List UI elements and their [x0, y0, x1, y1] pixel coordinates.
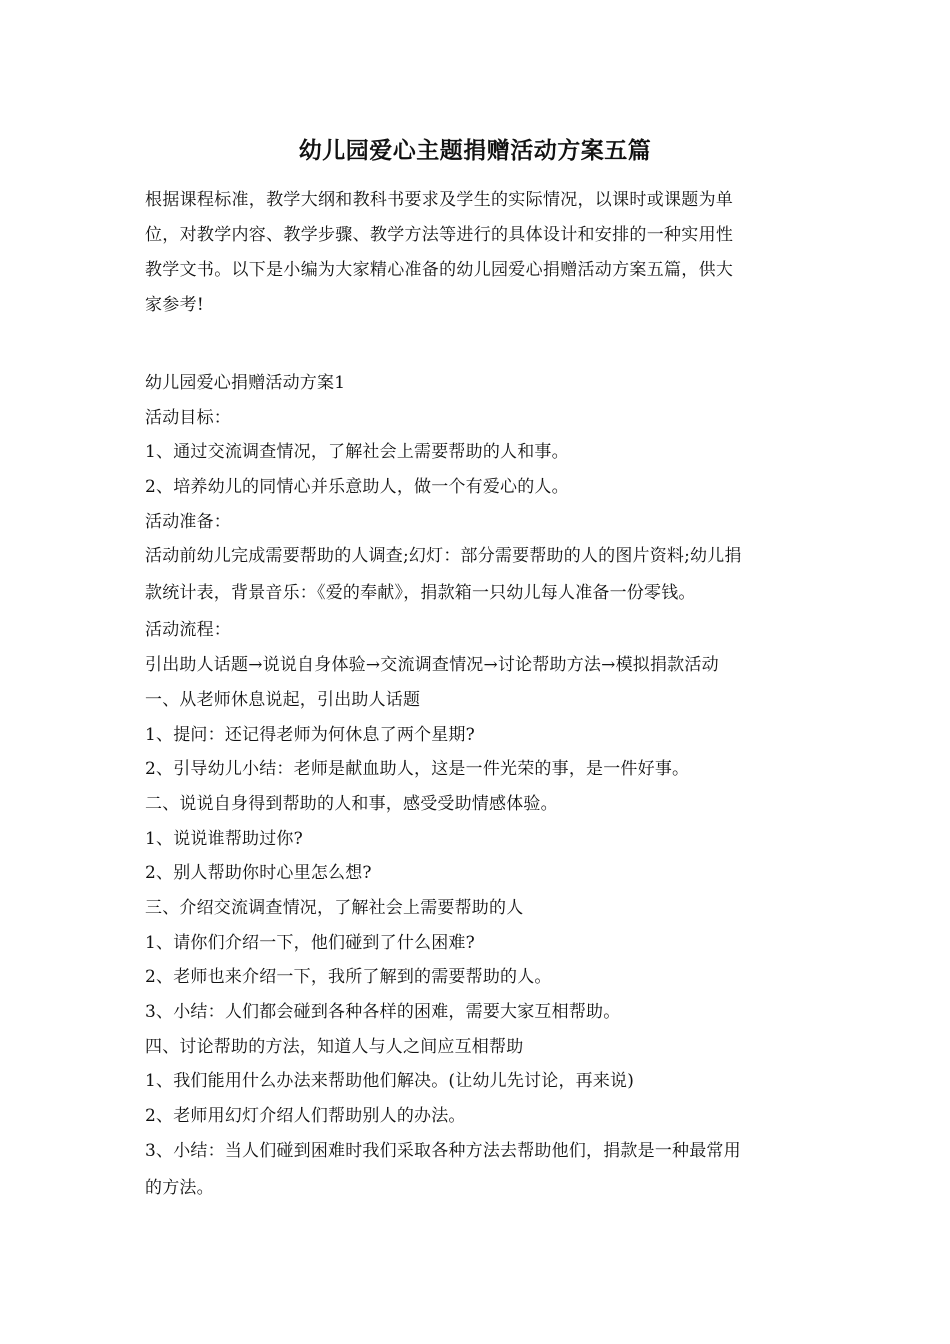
section-heading: 幼儿园爱心捐赠活动方案1 — [145, 373, 346, 393]
body-line: 1、说说谁帮助过你? — [145, 828, 303, 849]
body-line: 2、引导幼儿小结：老师是献血助人，这是一件光荣的事，是一件好事。 — [145, 759, 690, 780]
subheading-process: 活动流程： — [145, 620, 231, 641]
body-line: 引出助人话题→说说自身体验→交流调查情况→讨论帮助方法→模拟捐款活动 — [145, 655, 719, 676]
intro-line: 根据课程标准，教学大纲和教科书要求及学生的实际情况，以课时或课题为单 — [145, 190, 734, 210]
body-line: 一、从老师休息说起，引出助人话题 — [145, 689, 421, 710]
body-line: 二、说说自身得到帮助的人和事，感受受助情感体验。 — [145, 793, 558, 814]
body-line: 1、我们能用什么办法来帮助他们解决。(让幼儿先讨论，再来说) — [145, 1071, 635, 1092]
body-line: 四、讨论帮助的方法，知道人与人之间应互相帮助 — [145, 1036, 524, 1057]
body-line: 2、培养幼儿的同情心并乐意助人，做一个有爱心的人。 — [145, 477, 569, 498]
body-line: 的方法。 — [145, 1177, 214, 1198]
document-body — [145, 366, 810, 1205]
body-line: 2、老师也来介绍一下，我所了解到的需要帮助的人。 — [145, 967, 552, 988]
intro-paragraph — [145, 183, 810, 323]
body-line: 1、通过交流调查情况，了解社会上需要帮助的人和事。 — [145, 442, 569, 463]
body-line: 活动前幼儿完成需要帮助的人调查;幻灯：部分需要帮助的人的图片资料;幼儿捐 — [145, 546, 742, 567]
subheading-goals: 活动目标： — [145, 407, 231, 428]
body-line: 1、提问：还记得老师为何休息了两个星期? — [145, 724, 475, 745]
intro-line: 教学文书。以下是小编为大家精心准备的幼儿园爱心捐赠活动方案五篇，供大 — [145, 260, 734, 280]
body-line: 1、请你们介绍一下，他们碰到了什么困难? — [145, 932, 475, 953]
intro-line: 位，对教学内容、教学步骤、教学方法等进行的具体设计和安排的一种实用性 — [145, 225, 734, 245]
body-line: 3、小结：人们都会碰到各种各样的困难，需要大家互相帮助。 — [145, 1002, 621, 1022]
body-line: 2、别人帮助你时心里怎么想? — [145, 863, 372, 884]
document-title: 幼儿园爱心主题捐赠活动方案五篇 — [298, 137, 652, 164]
body-line: 三、介绍交流调查情况，了解社会上需要帮助的人 — [145, 897, 524, 918]
body-line: 2、老师用幻灯介绍人们帮助别人的办法。 — [145, 1106, 466, 1127]
body-line: 3、小结：当人们碰到困难时我们采取各种方法去帮助他们，捐款是一种最常用 — [145, 1140, 741, 1161]
body-line: 款统计表，背景音乐：《爱的奉献》，捐款箱一只幼儿每人准备一份零钱。 — [145, 583, 696, 604]
intro-line: 家参考! — [145, 295, 205, 315]
subheading-preparation: 活动准备： — [145, 511, 231, 532]
